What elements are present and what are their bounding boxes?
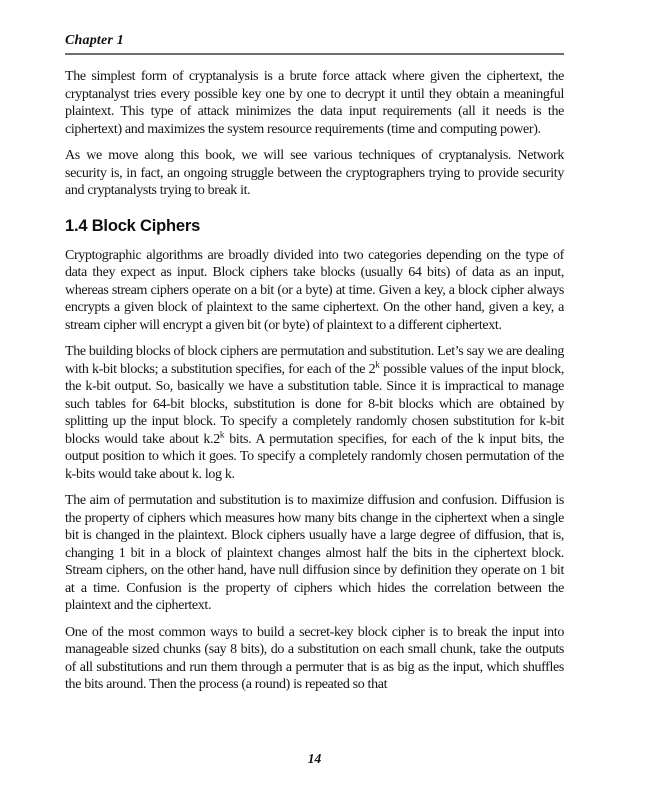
paragraph-cryptanalysis-struggle: As we move along this book, we will see various techniques of cryptanalysis. Network security is, in fact, an ongoing struggle between the cryptographers trying to provide security and cryptanalysts trying to break it. [65,148,564,198]
chapter-label: Chapter 1 [65,33,124,48]
paragraph-permutation-substitution: The building blocks of block ciphers are permutation and substitution. Let’s say we are dealing with k-bit blocks; a substitution specifies, for each of the 2$^k$ possible values of the input block, the k-bit output. So, basically we have a substitution table. Since it is impractical to manage such tables for 64-bit blocks, substitution is done for 8-bit blocks which are obtained by splitting up the input block. To specify a completely randomly chosen substitution for k-bit blocks would take about k.2$^k$ bits. A permutation specifies, for each of the k input bits, the output position to which it goes. To specify a completely randomly chosen permutation of the k-bits would take about k. log k. [65,344,565,482]
paragraph-diffusion-confusion: The aim of permutation and substitution is to maximize diffusion and confusion. Diffusion is the property of ciphers which measures how many bits change in the ciphertext when a single bit is changed in the plaintext. Block ciphers usually have a large degree of diffusion, that is, changing 1 bit in a block of plaintext changes almost half the bits in the ciphertext block. Stream ciphers, on the other hand, have null diffusion since by definition they operate on 1 bit at a time. Confusion is the property of ciphers which hides the correlation between the plaintext and the ciphertext. [65,493,564,613]
page-content [65,33,564,703]
paragraph-block-vs-stream: Cryptographic algorithms are broadly divided into two categories depending on the type of data they expect as input. Block ciphers take blocks (usually 64 bits) of data as an input, whereas stream ciphers operate on a bit (or a byte) at time. Given a key, a block cipher always encrypts a given block of plaintext to the same ciphertext. On the other hand, given a key, a stream cipher will encrypt a given bit (or byte) of plaintext to a different ciphertext. [65,247,564,333]
page-body [65,68,564,694]
running-head [65,33,564,55]
superscript: k [375,358,380,369]
section-heading: 1.4 Block Ciphers [65,216,201,235]
paragraph-brute-force: The simplest form of cryptanalysis is a brute force attack where given the ciphertext, the cryptanalyst tries every possible key one by one to decrypt it until they obtain a meaningful plaintext. This type of attack minimizes the data input requirements (all it needs is the ciphertext) and maximizes the system resource requirements (time and computing power). [65,69,564,137]
page-number: 14 [307,751,322,766]
superscript: k [219,428,225,439]
paragraph-secret-key-cipher: One of the most common ways to build a secret-key block cipher is to break the input into manageable sized chunks (say 8 bits), do a substitution on each small chunk, take the outputs of all substitutions and run them through a permuter that is as big as the input, which shuffles the bits around. Then the process (a round) is repeated so that [65,624,564,692]
